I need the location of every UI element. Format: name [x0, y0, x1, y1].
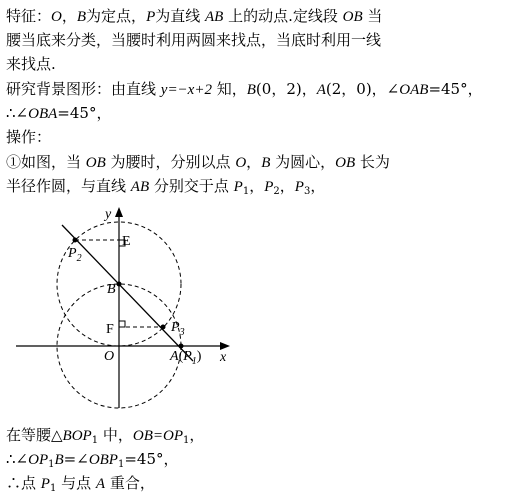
- math-symbol: OBA: [28, 106, 58, 122]
- point-b: [117, 282, 122, 287]
- text-segment: ，: [249, 177, 265, 195]
- math-symbol: P: [264, 179, 274, 195]
- math-symbol: OB: [335, 155, 356, 171]
- geometry-figure: [10, 203, 240, 415]
- text-segment: 在等腰△: [6, 426, 63, 444]
- label-p1-subscript: 1: [191, 356, 197, 367]
- math-symbol: AB: [205, 9, 224, 25]
- text-line-4: [6, 79, 483, 100]
- math-symbol: A: [316, 82, 326, 98]
- math-symbol: OB: [342, 9, 363, 25]
- point-p2: [73, 238, 78, 243]
- label-p2: [67, 246, 82, 264]
- text-line-8: [6, 176, 325, 197]
- label-e: E: [122, 234, 131, 249]
- text-segment: 为定点，: [86, 7, 147, 25]
- text-segment: 知，: [211, 80, 247, 98]
- label-p1-letter: P: [183, 349, 192, 364]
- text-segment: ，: [279, 177, 295, 195]
- math-symbol: OAB: [399, 82, 429, 98]
- text-segment: 研究背景图形：由直线: [6, 80, 161, 98]
- text-segment: 分别交于点: [149, 177, 234, 195]
- text-segment: ∴∠: [6, 450, 29, 468]
- point-p3: [161, 325, 166, 330]
- math-symbol: P: [294, 179, 304, 195]
- math-symbol: B: [76, 9, 87, 25]
- math-symbol: A: [95, 476, 106, 492]
- text-line-6: 操作：: [6, 128, 52, 146]
- text-segment: 中，: [98, 426, 133, 444]
- text-segment: =45°，: [124, 450, 179, 468]
- math-symbol: BOP: [62, 428, 92, 444]
- label-paren-open: (: [178, 349, 184, 364]
- label-p3: [170, 320, 185, 338]
- label-p3-subscript: 3: [179, 327, 185, 338]
- equation: y=−x+2: [160, 82, 212, 98]
- label-x: x: [220, 350, 227, 365]
- text-line-1: [6, 6, 382, 27]
- subscript: 2: [273, 186, 280, 197]
- text-segment: =45°，: [428, 80, 483, 98]
- subscript: 1: [242, 186, 250, 197]
- subscript: 1: [48, 459, 55, 470]
- subscript: 3: [303, 186, 311, 197]
- text-segment: 当: [362, 7, 383, 25]
- text-segment: 特征：: [6, 7, 52, 25]
- math-symbol: P: [233, 179, 243, 195]
- text-segment: 上的动点.定线段: [223, 7, 343, 25]
- label-p2-subscript: 2: [76, 253, 82, 264]
- math-symbol: O: [51, 9, 62, 25]
- math-symbol: OP: [28, 452, 49, 468]
- label-paren-close: ): [196, 349, 202, 364]
- text-segment: 为直线: [155, 7, 206, 25]
- text-segment: (2，0)，∠: [325, 80, 400, 98]
- label-b: B: [107, 282, 116, 297]
- text-segment: ，: [246, 153, 262, 171]
- text-segment: ，: [189, 426, 205, 444]
- math-symbol: B: [261, 155, 271, 171]
- x-axis-arrow-icon: [220, 342, 230, 350]
- text-segment: 为腰时，分别以点: [105, 153, 236, 171]
- text-segment: ，: [310, 177, 326, 195]
- math-symbol: OB: [85, 155, 106, 171]
- label-y: y: [105, 207, 112, 222]
- point-a: [179, 344, 184, 349]
- label-a-p1: [169, 349, 202, 367]
- text-segment: 重合，: [105, 474, 155, 492]
- math-symbol: OBP: [88, 452, 118, 468]
- text-line-2: 腰当底来分类，当腰时利用两圆来找点，当底时利用一线: [6, 31, 382, 49]
- subscript: 1: [117, 459, 125, 470]
- text-segment: ∴点: [6, 474, 41, 492]
- math-symbol: P: [146, 9, 156, 25]
- text-line-9: [6, 425, 204, 446]
- label-a-letter: A: [170, 349, 179, 364]
- text-line-5: [6, 103, 111, 124]
- text-segment: ，: [61, 7, 77, 25]
- subscript: 1: [49, 483, 57, 494]
- text-segment: (0，2)，: [255, 80, 317, 98]
- text-segment: 与点: [56, 474, 96, 492]
- y-axis-arrow-icon: [115, 207, 123, 217]
- math-symbol: B: [246, 82, 256, 98]
- math-symbol: B: [54, 452, 64, 468]
- label-o: O: [104, 349, 115, 364]
- label-f: F: [106, 322, 114, 337]
- subscript: 1: [183, 435, 190, 446]
- math-symbol: P: [40, 476, 50, 492]
- label-p3-letter: P: [171, 320, 180, 335]
- label-p2-letter: P: [68, 246, 77, 261]
- text-segment: =45°，: [57, 104, 112, 122]
- subscript: 1: [91, 435, 99, 446]
- math-symbol: O: [235, 155, 247, 171]
- text-line-3: 来找点.: [6, 55, 56, 73]
- text-segment: =∠: [63, 450, 89, 468]
- text-segment: ∴∠: [6, 104, 29, 122]
- text-line-10: [6, 449, 179, 470]
- right-angle-marker-f: [119, 321, 125, 327]
- text-line-11: [6, 473, 155, 494]
- text-segment: ①如图，当: [6, 153, 86, 171]
- text-segment: 长为: [355, 153, 390, 171]
- text-segment: 为圆心，: [270, 153, 336, 171]
- equation: OB=OP: [132, 428, 183, 444]
- text-segment: 半径作圆，与直线: [6, 177, 131, 195]
- math-symbol: AB: [130, 179, 150, 195]
- text-line-7: [6, 152, 390, 173]
